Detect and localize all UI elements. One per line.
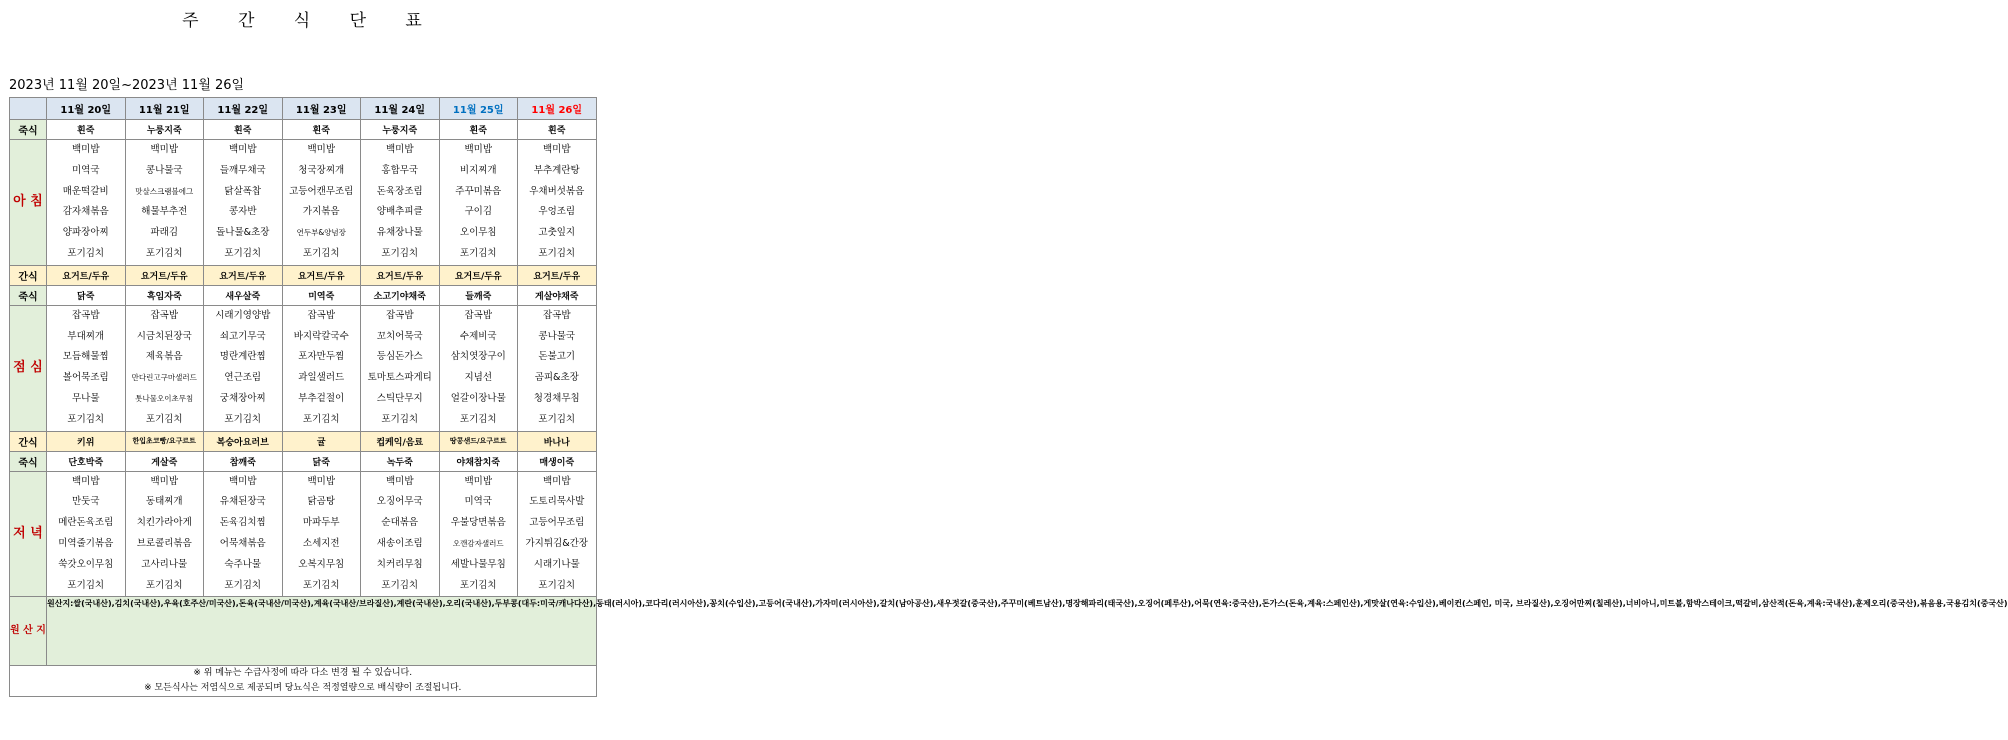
dish-item: 백미밥 bbox=[150, 475, 179, 487]
pm-snack-row bbox=[10, 431, 597, 451]
porridge-cell: 게살죽 bbox=[125, 451, 204, 471]
dish-item: 콩자반 bbox=[228, 206, 257, 218]
porridge-cell: 흑임자죽 bbox=[125, 285, 204, 305]
snack-cell: 컵케익/음료 bbox=[361, 431, 440, 451]
dish-item: 시래기나물 bbox=[533, 558, 580, 570]
porridge-cell: 흰죽 bbox=[439, 120, 518, 140]
porridge-cell: 흰죽 bbox=[282, 120, 361, 140]
snack-cell: 요거트/두유 bbox=[282, 265, 361, 285]
porridge-cell: 참깨죽 bbox=[204, 451, 283, 471]
dish-item: 바지락칼국수 bbox=[293, 330, 349, 342]
porridge-cell: 단호박죽 bbox=[47, 451, 126, 471]
dish-item: 해물부추전 bbox=[141, 206, 188, 218]
dish-item: 무나물 bbox=[71, 392, 100, 404]
dish-item: 포기김치 bbox=[302, 413, 340, 425]
dish-item: 어묵채볶음 bbox=[219, 537, 266, 549]
dish-item: 백미밥 bbox=[307, 475, 336, 487]
dish-item: 시금치된장국 bbox=[136, 330, 192, 342]
dish-item: 들깨무채국 bbox=[219, 164, 266, 176]
dish-cell bbox=[204, 140, 283, 266]
dish-item: 청경채무침 bbox=[533, 392, 580, 404]
dish-item: 포기김치 bbox=[302, 579, 340, 591]
dish-cell bbox=[282, 140, 361, 266]
dish-item: 쇠고기무국 bbox=[219, 330, 266, 342]
porridge-cell: 야채참치죽 bbox=[439, 451, 518, 471]
dish-item: 포기김치 bbox=[538, 247, 576, 259]
snack-label: 간식 bbox=[10, 431, 47, 451]
dish-item: 순대볶음 bbox=[381, 517, 419, 529]
dish-item: 꼬치어묵국 bbox=[376, 330, 423, 342]
dish-item: 톳나물오이초무침 bbox=[135, 393, 194, 403]
porridge-cell: 흰죽 bbox=[47, 120, 126, 140]
dish-item: 주꾸미볶음 bbox=[455, 185, 502, 197]
dish-cell bbox=[47, 305, 126, 431]
dish-item: 포기김치 bbox=[459, 579, 497, 591]
snack-cell: 복숭아요러브 bbox=[204, 431, 283, 451]
porridge-label: 죽식 bbox=[10, 451, 47, 471]
dish-item: 돈육김치찜 bbox=[219, 517, 266, 529]
dish-item: 우채버섯볶음 bbox=[529, 185, 585, 197]
porridge-cell: 새우살죽 bbox=[204, 285, 283, 305]
porridge-cell: 게살야채죽 bbox=[518, 285, 597, 305]
dish-item: 잡곡밥 bbox=[385, 309, 414, 321]
notes-row bbox=[10, 666, 597, 697]
dish-cell bbox=[204, 471, 283, 597]
meal-label-dinner: 저 녁 bbox=[10, 471, 47, 597]
snack-cell: 요거트/두유 bbox=[204, 265, 283, 285]
porridge-cell: 녹두죽 bbox=[361, 451, 440, 471]
dish-item: 포기김치 bbox=[67, 247, 105, 259]
porridge-cell: 누룽지죽 bbox=[125, 120, 204, 140]
dish-item: 포기김치 bbox=[67, 413, 105, 425]
dish-item: 백미밥 bbox=[307, 144, 336, 155]
dish-item: 메란돈육조림 bbox=[58, 517, 114, 529]
dish-item: 포기김치 bbox=[381, 413, 419, 425]
snack-cell: 한입초코빵/요구르트 bbox=[125, 431, 204, 451]
snack-cell: 바나나 bbox=[518, 431, 597, 451]
dish-item: 고등어무조림 bbox=[529, 517, 585, 529]
meal-label-breakfast: 아 침 bbox=[10, 140, 47, 266]
dish-item: 도토리묵사발 bbox=[529, 496, 585, 508]
dish-cell bbox=[125, 305, 204, 431]
dish-item: 과일샐러드 bbox=[298, 372, 345, 384]
dish-item: 매운떡갈비 bbox=[62, 185, 109, 197]
dish-item: 잡곡밥 bbox=[542, 309, 571, 321]
snack-cell: 귤 bbox=[282, 431, 361, 451]
day-header-row bbox=[10, 98, 597, 120]
breakfast-dishes-row bbox=[10, 140, 597, 266]
dish-cell bbox=[204, 305, 283, 431]
dish-item: 포기김치 bbox=[145, 247, 183, 259]
dish-item: 포기김치 bbox=[145, 579, 183, 591]
dish-item: 양파장아찌 bbox=[62, 227, 109, 239]
dish-item: 연근조림 bbox=[224, 372, 262, 384]
porridge-cell: 닭죽 bbox=[282, 451, 361, 471]
menu-period: 2023년 11월 20일~2023년 11월 26일 bbox=[9, 78, 245, 93]
dish-item: 토마토스파게티 bbox=[367, 372, 432, 384]
dish-item: 포기김치 bbox=[302, 247, 340, 259]
dish-item: 삼치엿장구이 bbox=[450, 351, 506, 363]
dish-item: 포기김치 bbox=[538, 579, 576, 591]
day-header: 11월 22일 bbox=[204, 98, 283, 120]
dish-item: 모듬해물찜 bbox=[62, 351, 109, 363]
snack-cell: 요거트/두유 bbox=[47, 265, 126, 285]
dish-item: 포기김치 bbox=[381, 247, 419, 259]
day-header: 11월 21일 bbox=[125, 98, 204, 120]
corner-cell bbox=[10, 98, 47, 120]
dish-item: 부대찌개 bbox=[67, 330, 105, 342]
dish-item: 미역국 bbox=[464, 496, 493, 508]
dish-item: 가지튀김&간장 bbox=[525, 537, 588, 549]
dish-item: 백미밥 bbox=[464, 475, 493, 487]
dish-item: 잡곡밥 bbox=[464, 309, 493, 321]
dish-item: 오이무침 bbox=[459, 227, 497, 239]
porridge-cell: 소고기야채죽 bbox=[361, 285, 440, 305]
dish-cell bbox=[125, 471, 204, 597]
dish-cell bbox=[439, 471, 518, 597]
porridge-cell: 누룽지죽 bbox=[361, 120, 440, 140]
dish-cell bbox=[361, 471, 440, 597]
porridge-label: 죽식 bbox=[10, 285, 47, 305]
dish-cell bbox=[282, 305, 361, 431]
dish-item: 닭살폭찹 bbox=[224, 185, 262, 197]
dish-item: 백미밥 bbox=[385, 144, 414, 155]
origin-label: 원 산 지 bbox=[10, 597, 47, 666]
dish-item: 유채장나물 bbox=[376, 227, 423, 239]
dish-item: 돈불고기 bbox=[538, 351, 576, 363]
dish-item: 닭곰탕 bbox=[307, 496, 336, 508]
day-header-sunday: 11월 26일 bbox=[518, 98, 597, 120]
dish-item: 구이김 bbox=[464, 206, 493, 218]
dish-item: 우불당면볶음 bbox=[450, 517, 506, 529]
notes-cell bbox=[10, 666, 597, 697]
breakfast-porridge-row bbox=[10, 120, 597, 140]
dish-item: 포기김치 bbox=[224, 413, 262, 425]
dish-item: 오깬감자샐러드 bbox=[452, 538, 504, 548]
dish-item: 마파두부 bbox=[302, 517, 340, 529]
dish-item: 백미밥 bbox=[542, 144, 571, 155]
dish-item: 부추계란탕 bbox=[533, 164, 580, 176]
dish-cell bbox=[361, 140, 440, 266]
dish-item: 포기김치 bbox=[459, 247, 497, 259]
dish-item: 백미밥 bbox=[228, 144, 257, 155]
note-line: ※ 모든식사는 저염식으로 제공되며 당뇨식은 적정열량으로 배식량이 조절됩니다. bbox=[144, 683, 462, 694]
dish-item: 포기김치 bbox=[381, 579, 419, 591]
weekly-menu-table bbox=[9, 97, 2008, 697]
dish-item: 포기김치 bbox=[538, 413, 576, 425]
dish-item: 소세지전 bbox=[302, 537, 340, 549]
day-header: 11월 24일 bbox=[361, 98, 440, 120]
snack-label: 간식 bbox=[10, 265, 47, 285]
dish-item: 만다린고구마샐러드 bbox=[131, 373, 197, 383]
snack-cell: 키위 bbox=[47, 431, 126, 451]
dinner-dishes-row bbox=[10, 471, 597, 597]
dish-item: 잡곡밥 bbox=[150, 309, 179, 321]
dish-item: 세발나물무침 bbox=[450, 558, 506, 570]
dish-item: 우엉조림 bbox=[538, 206, 576, 218]
dish-cell bbox=[518, 140, 597, 266]
dish-item: 돌나물&초장 bbox=[216, 227, 270, 239]
dish-item: 고등어캔무조림 bbox=[289, 185, 354, 197]
dish-item: 연두부&양념장 bbox=[296, 228, 346, 238]
dish-item: 백미밥 bbox=[150, 144, 179, 155]
dish-item: 백미밥 bbox=[542, 475, 571, 487]
dish-item: 돈육장조림 bbox=[376, 185, 423, 197]
dish-item: 스틱단무지 bbox=[376, 392, 423, 404]
dish-item: 미역국 bbox=[71, 164, 100, 176]
dish-item: 포자만두찜 bbox=[298, 351, 345, 363]
snack-cell: 요거트/두유 bbox=[518, 265, 597, 285]
dish-item: 오징어무국 bbox=[376, 496, 423, 508]
dish-cell bbox=[125, 140, 204, 266]
dish-item: 잡곡밥 bbox=[307, 309, 336, 321]
dish-item: 새송이조림 bbox=[376, 537, 423, 549]
dish-item: 백미밥 bbox=[464, 144, 493, 155]
dish-item: 등심돈가스 bbox=[376, 351, 423, 363]
dish-item: 백미밥 bbox=[71, 475, 100, 487]
am-snack-row bbox=[10, 265, 597, 285]
dish-item: 궁채장아찌 bbox=[219, 392, 266, 404]
dish-item: 만둣국 bbox=[71, 496, 100, 508]
dish-item: 치킨가라아게 bbox=[136, 517, 192, 529]
dish-item: 콩나물국 bbox=[538, 330, 576, 342]
dish-item: 양배추피클 bbox=[376, 206, 423, 218]
lunch-porridge-row bbox=[10, 285, 597, 305]
porridge-cell: 흰죽 bbox=[204, 120, 283, 140]
dish-cell bbox=[518, 305, 597, 431]
porridge-cell: 흰죽 bbox=[518, 120, 597, 140]
dish-cell bbox=[361, 305, 440, 431]
dish-cell bbox=[439, 140, 518, 266]
dish-item: 쑥갓오이무침 bbox=[58, 558, 114, 570]
dish-item: 포기김치 bbox=[67, 579, 105, 591]
dish-item: 얼갈이장나물 bbox=[450, 392, 506, 404]
porridge-cell: 닭죽 bbox=[47, 285, 126, 305]
dish-item: 포기김치 bbox=[224, 579, 262, 591]
dish-item: 고춧잎지 bbox=[538, 227, 576, 239]
dish-item: 지념선 bbox=[464, 372, 493, 384]
dish-item: 포기김치 bbox=[459, 413, 497, 425]
dish-item: 숙주나물 bbox=[224, 558, 262, 570]
porridge-label: 죽식 bbox=[10, 120, 47, 140]
dish-cell bbox=[439, 305, 518, 431]
day-header-saturday: 11월 25일 bbox=[439, 98, 518, 120]
dish-item: 백미밥 bbox=[228, 475, 257, 487]
dish-cell bbox=[47, 140, 126, 266]
porridge-cell: 들깨죽 bbox=[439, 285, 518, 305]
porridge-cell: 미역죽 bbox=[282, 285, 361, 305]
dish-item: 동태찌개 bbox=[145, 496, 183, 508]
dish-item: 비지찌개 bbox=[459, 164, 497, 176]
dish-item: 포기김치 bbox=[145, 413, 183, 425]
day-header: 11월 20일 bbox=[47, 98, 126, 120]
dish-item: 가지볶음 bbox=[302, 206, 340, 218]
dish-item: 제육볶음 bbox=[145, 351, 183, 363]
origin-text: 원산지:쌀(국내산),김치(국내산),우육(호주산/미국산),돈육(국내산/미국산),계육(국내산/브라질산),계란(국내산),오리(국내산),두부콩(대두:미국/캐나다산),동태(러시아),코다리(러시아산),꽁치(수입산),고등어(국내산),가자미(러시아산),갈치(남아공산),새우젓갈(중국산),주꾸미(베트남산),명장해파리(태국산),오징어(페루산),어묵(연육:중국산),돈가스(돈육,계육:스페인산),게맛살(연육:수입산),베이컨(스페인, 미국, 브라질산),오징어만찌(칠레산),너비아니,미트볼,함박스테이크,떡갈비,삼산적(돈육,계육:국내산),훈제오리(중국산),볶음용,국용김치(중국산) bbox=[47, 597, 597, 666]
porridge-cell: 매생이죽 bbox=[518, 451, 597, 471]
day-header: 11월 23일 bbox=[282, 98, 361, 120]
dish-item: 곰피&초장 bbox=[534, 372, 579, 384]
dish-item: 파래김 bbox=[150, 227, 179, 239]
dish-item: 백미밥 bbox=[385, 475, 414, 487]
dish-item: 명란계란찜 bbox=[219, 351, 266, 363]
dish-item: 포기김치 bbox=[224, 247, 262, 259]
snack-cell: 땅콩샌드/요구르트 bbox=[439, 431, 518, 451]
dish-item: 청국장찌개 bbox=[298, 164, 345, 176]
origin-row bbox=[10, 597, 597, 666]
snack-cell: 요거트/두유 bbox=[439, 265, 518, 285]
dish-item: 콩나물국 bbox=[145, 164, 183, 176]
snack-cell: 요거트/두유 bbox=[361, 265, 440, 285]
dish-item: 수제비국 bbox=[459, 330, 497, 342]
dish-item: 감자채볶음 bbox=[62, 206, 109, 218]
dish-item: 오복지무침 bbox=[298, 558, 345, 570]
dish-cell bbox=[518, 471, 597, 597]
lunch-dishes-row bbox=[10, 305, 597, 431]
dish-item: 치커리무침 bbox=[376, 558, 423, 570]
page-title: 주 간 식 단 표 bbox=[182, 11, 439, 31]
meal-label-lunch: 점 심 bbox=[10, 305, 47, 431]
dish-item: 미역줄기볶음 bbox=[58, 537, 114, 549]
dish-item: 브로콜리볶음 bbox=[136, 537, 192, 549]
snack-cell: 요거트/두유 bbox=[125, 265, 204, 285]
dish-cell bbox=[47, 471, 126, 597]
dish-item: 맛살스크램블에그 bbox=[135, 186, 194, 196]
dish-item: 백미밥 bbox=[71, 144, 100, 155]
dinner-porridge-row bbox=[10, 451, 597, 471]
dish-item: 시래기영양밥 bbox=[215, 309, 271, 321]
dish-item: 볼어묵조림 bbox=[62, 372, 109, 384]
dish-item: 부추겉절이 bbox=[298, 392, 345, 404]
dish-item: 홍합무국 bbox=[381, 164, 419, 176]
dish-cell bbox=[282, 471, 361, 597]
dish-item: 유채된장국 bbox=[219, 496, 266, 508]
dish-item: 잡곡밥 bbox=[71, 309, 100, 321]
note-line: ※ 위 메뉴는 수급사정에 따라 다소 변경 될 수 있습니다. bbox=[193, 668, 413, 679]
dish-item: 고사리나물 bbox=[141, 558, 188, 570]
